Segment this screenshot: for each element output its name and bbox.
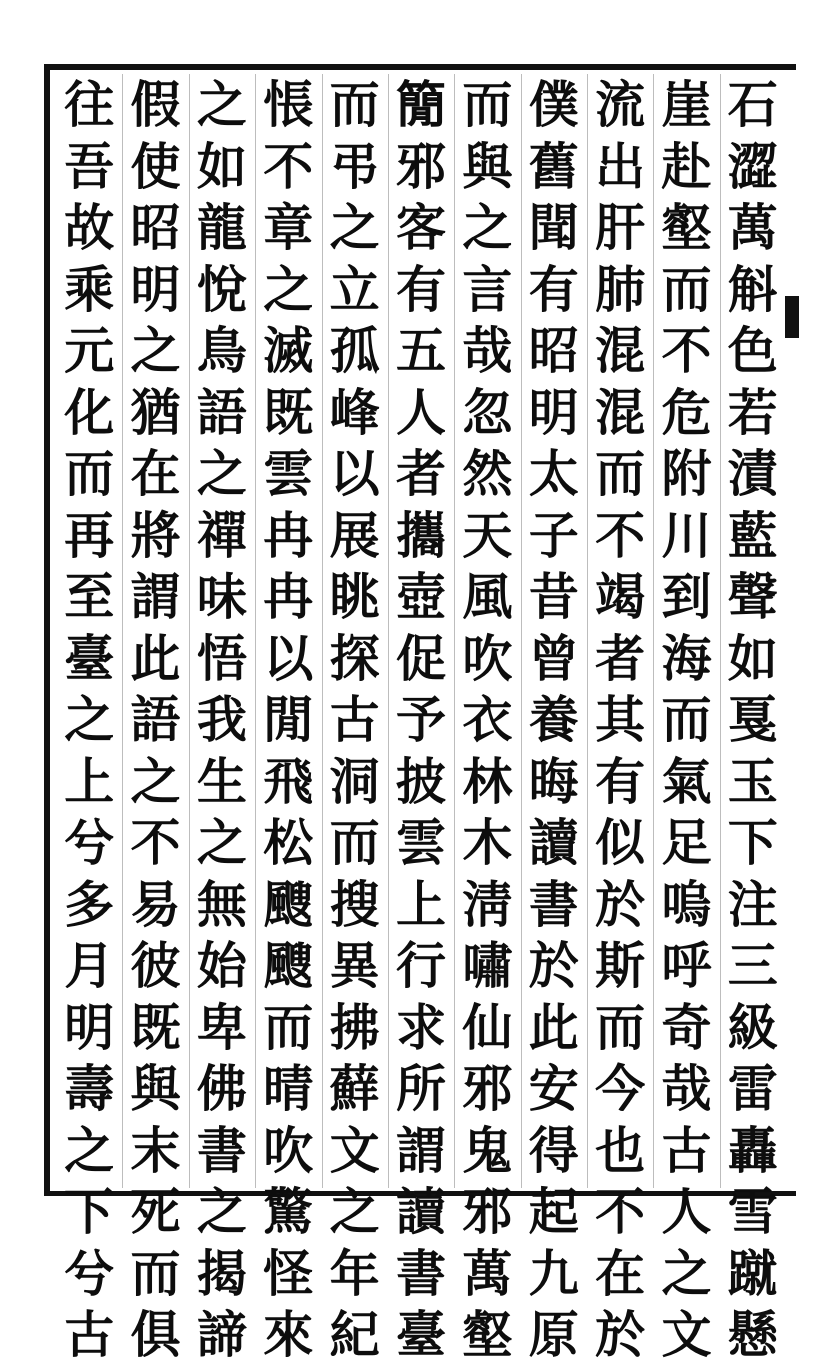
glyph: 禪 — [196, 505, 247, 565]
text-column — [457, 74, 517, 1364]
glyph: 吾 — [64, 136, 115, 196]
glyph: 悅 — [196, 259, 247, 319]
glyph: 之 — [263, 259, 314, 319]
glyph: 之 — [329, 1182, 380, 1241]
column-rule — [653, 74, 654, 1188]
glyph: 之 — [130, 751, 181, 811]
glyph: 起 — [528, 1182, 579, 1241]
glyph: 於 — [595, 874, 646, 934]
glyph: 明 — [64, 997, 115, 1057]
glyph: 出 — [595, 136, 646, 196]
glyph: 揭 — [196, 1243, 247, 1303]
text-column — [325, 74, 385, 1364]
glyph: 肝 — [595, 198, 646, 257]
column-rule — [388, 74, 389, 1188]
column-rule — [322, 74, 323, 1188]
glyph: 之 — [64, 1120, 115, 1180]
glyph: 乘 — [64, 259, 115, 319]
glyph: 之 — [196, 813, 247, 872]
glyph: 語 — [196, 382, 247, 442]
glyph: 求 — [396, 997, 446, 1057]
glyph: 諦 — [196, 1305, 247, 1364]
glyph: 明 — [528, 382, 579, 442]
glyph: 颼 — [263, 874, 314, 934]
glyph: 肺 — [595, 259, 646, 319]
glyph: 鬼 — [462, 1120, 513, 1180]
glyph: 不 — [130, 813, 181, 872]
glyph: 呼 — [661, 936, 712, 995]
glyph: 化 — [64, 382, 115, 442]
glyph: 石 — [727, 75, 778, 134]
glyph: 讀 — [528, 813, 579, 872]
glyph: 峰 — [329, 382, 380, 442]
text-column — [192, 74, 252, 1364]
glyph: 佛 — [196, 1059, 247, 1118]
glyph: 異 — [329, 936, 380, 995]
glyph: 此 — [130, 628, 181, 688]
glyph: 有 — [396, 259, 446, 319]
glyph: 奇 — [661, 997, 712, 1057]
glyph: 色 — [727, 321, 778, 380]
glyph: 易 — [130, 874, 181, 934]
glyph: 書 — [196, 1120, 247, 1180]
glyph: 悟 — [196, 628, 247, 688]
glyph: 到 — [661, 567, 712, 626]
glyph: 既 — [263, 382, 314, 442]
glyph: 萬 — [462, 1243, 513, 1303]
glyph: 立 — [329, 259, 380, 319]
glyph: 不 — [595, 1182, 646, 1241]
glyph: 有 — [595, 751, 646, 811]
glyph: 木 — [462, 813, 513, 872]
glyph: 之 — [329, 198, 380, 257]
glyph: 晴 — [263, 1059, 314, 1118]
glyph: 如 — [196, 136, 247, 196]
glyph: 人 — [661, 1182, 712, 1241]
glyph: 多 — [64, 874, 115, 934]
glyph: 閒 — [263, 690, 314, 749]
glyph: 始 — [196, 936, 247, 995]
glyph: 昭 — [130, 198, 181, 257]
glyph: 颼 — [263, 936, 314, 995]
glyph: 川 — [661, 505, 712, 565]
glyph: 古 — [329, 690, 380, 749]
glyph: 海 — [661, 628, 712, 688]
glyph: 曾 — [528, 628, 579, 688]
glyph: 搜 — [329, 874, 380, 934]
glyph: 晦 — [528, 751, 579, 811]
glyph: 往 — [64, 75, 115, 134]
glyph: 者 — [396, 444, 446, 503]
glyph: 紀 — [329, 1305, 380, 1364]
glyph: 末 — [130, 1120, 181, 1180]
glyph: 玉 — [727, 751, 778, 811]
glyph: 而 — [329, 75, 380, 134]
glyph: 似 — [595, 813, 646, 872]
glyph: 之 — [462, 198, 513, 257]
glyph: 而 — [263, 997, 314, 1057]
glyph: 崖 — [661, 75, 712, 134]
glyph: 鳥 — [196, 321, 247, 380]
column-rule — [189, 74, 190, 1188]
text-column — [59, 74, 119, 1364]
glyph: 壑 — [661, 198, 712, 257]
glyph: 之 — [130, 321, 181, 380]
glyph: 之 — [661, 1243, 712, 1303]
glyph: 展 — [329, 505, 380, 565]
glyph: 探 — [329, 628, 380, 688]
glyph: 五 — [396, 321, 446, 380]
glyph: 而 — [462, 75, 513, 134]
text-column — [391, 74, 451, 1364]
glyph: 既 — [130, 997, 181, 1057]
text-column — [590, 74, 650, 1364]
glyph: 月 — [64, 936, 115, 995]
glyph: 弔 — [329, 136, 380, 196]
glyph: 赴 — [661, 136, 712, 196]
glyph: 來 — [263, 1305, 314, 1364]
glyph: 竭 — [595, 567, 646, 626]
glyph: 風 — [462, 567, 513, 626]
glyph: 下 — [727, 813, 778, 872]
glyph: 之 — [196, 75, 247, 134]
glyph: 拂 — [329, 997, 380, 1057]
glyph: 三 — [727, 936, 778, 995]
glyph: 之 — [64, 690, 115, 749]
glyph: 附 — [661, 444, 712, 503]
glyph: 客 — [396, 198, 446, 257]
glyph: 而 — [661, 690, 712, 749]
glyph: 使 — [130, 136, 181, 196]
glyph: 人 — [396, 382, 446, 442]
glyph: 文 — [661, 1305, 712, 1364]
glyph: 九 — [528, 1243, 579, 1303]
glyph: 而 — [661, 259, 712, 319]
glyph: 冉 — [263, 567, 314, 626]
glyph: 而 — [595, 444, 646, 503]
glyph: 嘯 — [462, 936, 513, 995]
glyph: 驚 — [263, 1182, 314, 1241]
glyph: 年 — [329, 1243, 380, 1303]
glyph: 此 — [528, 997, 579, 1057]
glyph: 忽 — [462, 382, 513, 442]
glyph: 子 — [528, 505, 579, 565]
glyph: 者 — [595, 628, 646, 688]
glyph: 澀 — [727, 136, 778, 196]
glyph: 冉 — [263, 505, 314, 565]
glyph: 所 — [396, 1059, 446, 1118]
glyph: 原 — [528, 1305, 579, 1364]
glyph: 在 — [130, 444, 181, 503]
text-column — [524, 74, 584, 1364]
glyph: 無 — [196, 874, 247, 934]
glyph: 昔 — [528, 567, 579, 626]
glyph: 雷 — [727, 1059, 778, 1118]
glyph: 如 — [727, 628, 778, 688]
glyph: 轟 — [727, 1120, 778, 1180]
glyph: 章 — [263, 198, 314, 257]
glyph: 以 — [263, 628, 314, 688]
glyph: 而 — [64, 444, 115, 503]
glyph: 足 — [661, 813, 712, 872]
glyph: 安 — [528, 1059, 579, 1118]
glyph: 昭 — [528, 321, 579, 380]
glyph: 攜 — [396, 505, 446, 565]
glyph: 之 — [196, 444, 247, 503]
glyph: 假 — [130, 75, 181, 134]
column-rule — [587, 74, 588, 1188]
text-column — [126, 74, 186, 1364]
glyph: 松 — [263, 813, 314, 872]
glyph: 臺 — [64, 628, 115, 688]
glyph: 洞 — [329, 751, 380, 811]
glyph: 僕 — [528, 75, 579, 134]
glyph: 邪 — [396, 136, 446, 196]
glyph: 在 — [595, 1243, 646, 1303]
glyph: 太 — [528, 444, 579, 503]
glyph: 注 — [727, 874, 778, 934]
glyph: 死 — [130, 1182, 181, 1241]
glyph: 眺 — [329, 567, 380, 626]
glyph: 謂 — [130, 567, 181, 626]
glyph: 藍 — [727, 505, 778, 565]
glyph: 與 — [462, 136, 513, 196]
glyph: 今 — [595, 1059, 646, 1118]
glyph: 言 — [462, 259, 513, 319]
glyph: 明 — [130, 259, 181, 319]
glyph: 不 — [595, 505, 646, 565]
glyph: 猶 — [130, 382, 181, 442]
glyph: 元 — [64, 321, 115, 380]
glyph: 斛 — [727, 259, 778, 319]
glyph: 若 — [727, 382, 778, 442]
glyph: 卑 — [196, 997, 247, 1057]
glyph: 生 — [196, 751, 247, 811]
glyph: 級 — [727, 997, 778, 1057]
glyph: 故 — [64, 198, 115, 257]
glyph: 不 — [263, 136, 314, 196]
glyph: 流 — [595, 75, 646, 134]
glyph: 俱 — [130, 1305, 181, 1364]
glyph: 壺 — [396, 567, 446, 626]
glyph: 邪 — [462, 1059, 513, 1118]
glyph: 得 — [528, 1120, 579, 1180]
glyph: 再 — [64, 505, 115, 565]
glyph: 以 — [329, 444, 380, 503]
glyph: 氣 — [661, 751, 712, 811]
glyph: 然 — [462, 444, 513, 503]
text-column — [723, 74, 783, 1364]
glyph: 書 — [396, 1243, 446, 1303]
glyph: 上 — [396, 874, 446, 934]
glyph: 蹴 — [727, 1243, 778, 1303]
glyph: 促 — [396, 628, 446, 688]
glyph: 之 — [196, 1182, 247, 1241]
glyph: 於 — [595, 1305, 646, 1364]
glyph: 漬 — [727, 444, 778, 503]
glyph: 蘚 — [329, 1059, 380, 1118]
glyph: 滅 — [263, 321, 314, 380]
glyph: 其 — [595, 690, 646, 749]
column-rule — [521, 74, 522, 1188]
glyph: 吹 — [462, 628, 513, 688]
glyph: 予 — [396, 690, 446, 749]
text-column — [258, 74, 318, 1364]
glyph: 至 — [64, 567, 115, 626]
glyph: 聞 — [528, 198, 579, 257]
glyph: 謂 — [396, 1120, 446, 1180]
glyph: 而 — [329, 813, 380, 872]
glyph: 怪 — [263, 1243, 314, 1303]
glyph: 與 — [130, 1059, 181, 1118]
glyph: 聲 — [727, 567, 778, 626]
glyph: 斯 — [595, 936, 646, 995]
glyph: 有 — [528, 259, 579, 319]
glyph: 披 — [396, 751, 446, 811]
glyph: 邪 — [462, 1182, 513, 1241]
glyph: 戛 — [727, 690, 778, 749]
glyph: 龍 — [196, 198, 247, 257]
glyph: 飛 — [263, 751, 314, 811]
glyph: 味 — [196, 567, 247, 626]
glyph: 上 — [64, 751, 115, 811]
glyph: 舊 — [528, 136, 579, 196]
glyph: 衣 — [462, 690, 513, 749]
glyph: 哉 — [462, 321, 513, 380]
glyph: 養 — [528, 690, 579, 749]
text-columns — [56, 74, 786, 1364]
glyph: 哉 — [661, 1059, 712, 1118]
glyph: 下 — [64, 1182, 115, 1241]
glyph: 臺 — [396, 1305, 446, 1364]
glyph: 雪 — [727, 1182, 778, 1241]
glyph: 混 — [595, 382, 646, 442]
glyph: 將 — [130, 505, 181, 565]
glyph: 吹 — [263, 1120, 314, 1180]
column-rule — [122, 74, 123, 1188]
glyph: 混 — [595, 321, 646, 380]
glyph: 兮 — [64, 1243, 115, 1303]
glyph: 古 — [661, 1120, 712, 1180]
glyph: 兮 — [64, 813, 115, 872]
glyph: 不 — [661, 321, 712, 380]
glyph: 悵 — [263, 75, 314, 134]
column-rule — [255, 74, 256, 1188]
glyph: 而 — [130, 1243, 181, 1303]
glyph: 天 — [462, 505, 513, 565]
column-rule — [720, 74, 721, 1188]
glyph: 而 — [595, 997, 646, 1057]
glyph: 萬 — [727, 198, 778, 257]
glyph: 我 — [196, 690, 247, 749]
glyph: 文 — [329, 1120, 380, 1180]
glyph: 危 — [661, 382, 712, 442]
glyph: 孤 — [329, 321, 380, 380]
glyph: 也 — [595, 1120, 646, 1180]
glyph: 彼 — [130, 936, 181, 995]
glyph: 淸 — [462, 874, 513, 934]
fold-mark — [785, 296, 799, 338]
glyph: 嗚 — [661, 874, 712, 934]
column-rule — [454, 74, 455, 1188]
glyph: 仙 — [462, 997, 513, 1057]
glyph: 壑 — [462, 1305, 513, 1364]
glyph: 雲 — [263, 444, 314, 503]
glyph: 懸 — [727, 1305, 778, 1364]
glyph: 行 — [396, 936, 446, 995]
glyph: 𥳑 — [396, 75, 446, 134]
text-column — [657, 74, 717, 1364]
glyph: 古 — [64, 1305, 115, 1364]
glyph: 讀 — [396, 1182, 446, 1241]
glyph: 壽 — [64, 1059, 115, 1118]
glyph: 書 — [528, 874, 579, 934]
glyph: 於 — [528, 936, 579, 995]
glyph: 語 — [130, 690, 181, 749]
glyph: 雲 — [396, 813, 446, 872]
glyph: 林 — [462, 751, 513, 811]
